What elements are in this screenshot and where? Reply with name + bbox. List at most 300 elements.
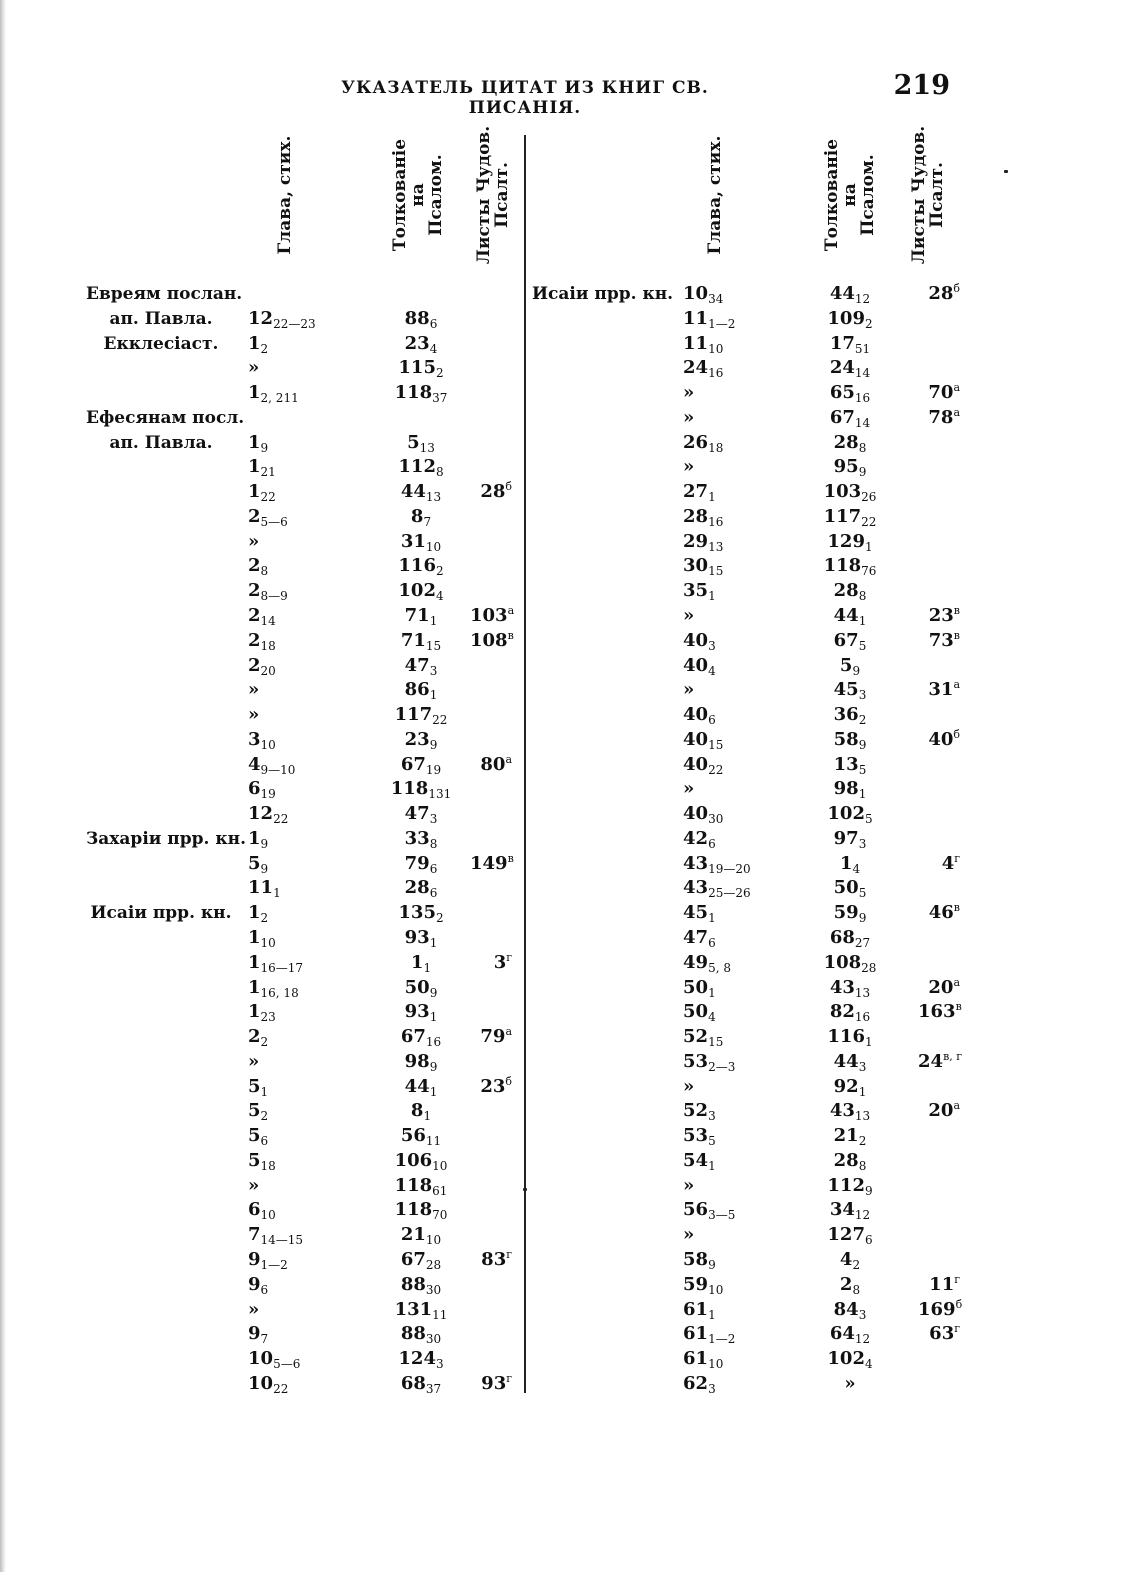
verse: 6 <box>708 836 716 851</box>
chapter: 2 <box>248 654 261 676</box>
psalm-number: 71 <box>404 605 430 626</box>
verse: 6 <box>260 1134 269 1149</box>
sheet-number: 24 <box>918 1050 944 1072</box>
psalm-number: 59 <box>833 902 859 924</box>
chapter: 1 <box>248 1001 261 1023</box>
psalm-number: 5 <box>407 431 420 453</box>
verse: 4 <box>708 663 716 678</box>
verse: 19—20 <box>708 861 751 876</box>
chapter: » <box>248 1298 260 1320</box>
psalm-commentary-ref <box>386 1001 456 1023</box>
chapter: 9 <box>248 1249 261 1271</box>
psalm-commentary-ref <box>386 828 456 850</box>
sheet-letter: а <box>953 405 960 419</box>
psalm-verse: 1 <box>429 1084 438 1099</box>
chapter: » <box>683 605 695 626</box>
chapter-verse <box>248 1076 268 1098</box>
chapter-verse <box>248 1001 276 1023</box>
verse: 18 <box>708 440 724 455</box>
sheet-number: 83 <box>481 1249 507 1271</box>
chapter: 40 <box>683 654 709 676</box>
chapter: 53 <box>683 1050 709 1072</box>
chapter: 1 <box>248 431 261 453</box>
chapter-verse <box>683 555 723 577</box>
psalm-verse: 8 <box>435 465 444 480</box>
chapter-verse <box>683 1051 735 1073</box>
psalm-verse: 9 <box>429 1059 438 1074</box>
chapter-verse <box>248 506 288 528</box>
chapter-verse <box>683 1001 716 1023</box>
psalm-number: 102 <box>398 580 436 602</box>
sheet-letter: а <box>505 752 512 766</box>
psalm-number: 82 <box>829 1001 855 1023</box>
chapter-verse <box>248 1175 259 1197</box>
chapter: 1 <box>248 481 261 503</box>
verse: 1 <box>708 589 716 604</box>
scan-speck <box>1004 170 1008 173</box>
psalm-verse: 6 <box>864 1233 873 1248</box>
verse: 1 <box>708 911 716 926</box>
chapter-verse <box>683 1150 716 1172</box>
sheet-number: 40 <box>928 728 954 750</box>
psalm-commentary-ref <box>815 407 885 429</box>
chapter: 40 <box>683 803 709 825</box>
chapter-verse <box>683 1199 735 1221</box>
psalm-commentary-ref <box>815 580 885 602</box>
psalm-verse: 1 <box>423 1109 432 1124</box>
psalm-commentary-ref <box>386 877 456 899</box>
psalm-verse: 7 <box>423 514 432 529</box>
psalm-number: 23 <box>404 728 430 750</box>
chapter-verse <box>248 1051 259 1073</box>
chapter: 54 <box>683 1149 709 1171</box>
verse: 1—2 <box>260 1258 288 1273</box>
psalm-number: 93 <box>404 927 430 949</box>
psalm-verse: 30 <box>425 1282 442 1297</box>
sheet-letter: б <box>955 1297 963 1311</box>
column-header-line: Толкованіе <box>390 138 410 252</box>
psalm-verse: 16 <box>854 391 871 406</box>
chapter: 4 <box>248 753 261 775</box>
verse: 16 <box>708 514 724 529</box>
chapter: » <box>683 406 695 428</box>
verse: 1 <box>708 1307 716 1322</box>
verse: 1 <box>260 1084 269 1099</box>
chapter: 50 <box>683 1001 709 1023</box>
chapter-verse <box>683 778 694 800</box>
psalm-number: 4 <box>839 1249 853 1271</box>
miracle-sheet-ref <box>918 1049 963 1073</box>
chapter-verse <box>683 1100 716 1122</box>
chapter-verse <box>248 432 268 454</box>
psalm-commentary-ref <box>386 1175 456 1197</box>
column-divider <box>524 135 526 1393</box>
chapter-verse <box>248 853 268 875</box>
chapter: 61 <box>683 1298 709 1320</box>
psalm-verse: 1 <box>429 614 438 628</box>
chapter-verse <box>683 803 723 825</box>
psalm-verse: 1 <box>864 539 873 554</box>
verse: 15 <box>708 564 724 579</box>
psalm-number: 36 <box>833 704 859 726</box>
verse: 16 <box>708 366 724 381</box>
miracle-sheet-ref <box>918 1323 960 1345</box>
sheet-letter: а <box>953 975 960 989</box>
psalm-verse: 12 <box>854 1208 871 1223</box>
psalm-commentary-ref <box>815 333 885 355</box>
chapter-verse <box>683 977 716 999</box>
psalm-verse: 12 <box>854 292 871 306</box>
psalm-verse: 6 <box>429 886 438 901</box>
verse: 9 <box>260 836 269 851</box>
column-header-line: Листы Чудов. <box>474 125 494 265</box>
psalm-verse: 1 <box>429 936 438 951</box>
column-header-chapter <box>706 136 724 255</box>
psalm-verse: 10 <box>432 1158 448 1173</box>
psalm-commentary-ref <box>815 1051 885 1073</box>
psalm-commentary-ref <box>386 456 456 478</box>
sheet-letter: в <box>953 628 960 642</box>
sheet-number: 4 <box>941 852 955 874</box>
chapter-verse <box>683 704 716 726</box>
psalm-number: 44 <box>833 605 859 626</box>
chapter-verse <box>683 729 723 751</box>
psalm-commentary-ref <box>815 977 885 999</box>
chapter: 1 <box>248 951 261 973</box>
chapter: 43 <box>683 852 709 874</box>
verse: 10 <box>260 1208 276 1223</box>
verse: 1—2 <box>708 1332 736 1347</box>
psalm-verse: 8 <box>429 836 438 851</box>
psalm-number: 117 <box>394 704 433 726</box>
chapter: 28 <box>683 505 709 527</box>
chapter: 5 <box>248 1075 261 1097</box>
psalm-number: 28 <box>833 580 859 602</box>
psalm-commentary-ref <box>815 506 885 528</box>
sheet-letter: а <box>953 1099 960 1113</box>
psalm-number: 1 <box>410 951 424 973</box>
chapter-verse <box>683 407 694 429</box>
psalm-verse: 13 <box>425 490 442 505</box>
column-header-line: Псалом. <box>426 154 446 236</box>
psalm-commentary-ref <box>815 1348 885 1370</box>
psalm-commentary-ref <box>386 630 456 652</box>
verse: 5, 8 <box>708 960 731 975</box>
miracle-sheet-ref <box>918 902 960 924</box>
psalm-commentary-ref <box>386 1348 456 1370</box>
psalm-verse: 9 <box>858 465 867 480</box>
chapter: 52 <box>683 1026 709 1048</box>
chapter: 5 <box>248 1125 261 1147</box>
chapter-verse <box>248 952 303 974</box>
psalm-commentary-ref <box>386 555 456 577</box>
sheet-number: 20 <box>928 976 954 998</box>
verse: 6 <box>708 936 716 951</box>
chapter: 2 <box>248 580 261 602</box>
psalm-commentary-ref <box>386 333 456 355</box>
verse: 23 <box>260 1010 276 1025</box>
psalm-number: 23 <box>404 332 430 354</box>
sheet-letter: б <box>953 282 960 295</box>
chapter-verse <box>248 1274 268 1296</box>
chapter-verse <box>683 1026 723 1048</box>
chapter-verse <box>683 506 723 528</box>
miracle-sheet-ref <box>918 605 960 627</box>
chapter-verse <box>683 630 716 652</box>
verse: 10 <box>708 341 724 356</box>
psalm-verse: 16 <box>425 1035 442 1050</box>
psalm-verse: 12 <box>854 1332 871 1347</box>
sheet-number: 20 <box>928 1100 954 1122</box>
miracle-sheet-ref <box>470 1373 512 1395</box>
chapter: 50 <box>683 976 709 998</box>
miracle-sheet-ref <box>470 604 515 627</box>
book-name: Екклесіаст. <box>103 333 219 354</box>
column-header-line: Глава, стих. <box>275 135 295 255</box>
miracle-sheet-ref <box>470 481 512 503</box>
verse: 1—2 <box>708 316 736 331</box>
psalm-number: 103 <box>823 481 862 503</box>
chapter-verse <box>248 605 276 627</box>
psalm-commentary-ref <box>815 655 885 677</box>
psalm-verse: 9 <box>852 663 861 678</box>
chapter-verse <box>683 1323 735 1345</box>
chapter-verse <box>248 1125 268 1147</box>
psalm-number: 86 <box>404 679 430 701</box>
chapter-verse <box>248 531 259 553</box>
verse: 9 <box>260 861 269 876</box>
psalm-verse: 16 <box>854 1010 871 1025</box>
psalm-number: 43 <box>829 1100 855 1122</box>
psalm-verse: 30 <box>425 1332 442 1347</box>
verse: 11 <box>283 391 299 406</box>
chapter: 1 <box>248 332 261 354</box>
chapter: 45 <box>683 902 709 924</box>
sheet-number: 23 <box>480 1075 506 1097</box>
psalm-commentary-ref <box>386 679 456 701</box>
psalm-number: 58 <box>833 728 859 750</box>
sheet-letter: г <box>954 1272 960 1286</box>
column-header-line: Листы Чудов. <box>909 125 929 265</box>
psalm-commentary-ref <box>386 531 456 553</box>
verse: 10 <box>260 737 276 752</box>
chapter: 42 <box>683 827 709 849</box>
sheet-number: 63 <box>929 1323 955 1345</box>
psalm-number: 92 <box>833 1075 859 1097</box>
miracle-sheet-ref <box>918 977 960 999</box>
psalm-number: 17 <box>829 332 855 354</box>
scan-edge <box>0 0 6 1572</box>
psalm-verse: 3 <box>858 836 867 851</box>
psalm-verse: 27 <box>854 936 871 951</box>
psalm-commentary-ref <box>815 1249 885 1271</box>
psalm-number: 84 <box>833 1298 859 1320</box>
sheet-letter: б <box>953 727 960 741</box>
verse: 14—15 <box>260 1233 304 1248</box>
psalm-verse: 3 <box>429 663 438 678</box>
chapter: 59 <box>683 1273 709 1295</box>
sheet-letter: в <box>955 1000 962 1014</box>
psalm-number: 116 <box>398 555 436 577</box>
sheet-letter: в <box>953 604 960 617</box>
miracle-sheet-ref <box>470 630 512 652</box>
chapter-verse <box>248 828 268 850</box>
psalm-number: 67 <box>400 1249 426 1271</box>
psalm-commentary-ref <box>386 1199 456 1221</box>
chapter: 6 <box>248 778 261 800</box>
verse: 3—5 <box>708 1208 736 1223</box>
chapter: » <box>248 1174 260 1196</box>
psalm-number: 28 <box>833 431 859 453</box>
chapter: 62 <box>683 1372 709 1394</box>
psalm-verse: 1 <box>423 960 432 975</box>
chapter: 1 <box>248 927 261 949</box>
verse: 6 <box>708 713 716 728</box>
psalm-number: 67 <box>829 406 855 428</box>
psalm-commentary-ref <box>815 1150 885 1172</box>
book-name: Исаіи прр. кн. <box>532 284 674 304</box>
verse: 2, 2 <box>260 391 284 406</box>
psalm-commentary-ref <box>815 432 885 454</box>
psalm-commentary-ref <box>386 432 456 454</box>
psalm-commentary-ref <box>815 1323 885 1345</box>
psalm-verse: 2 <box>858 713 867 728</box>
chapter-verse <box>683 605 694 627</box>
psalm-number: 79 <box>404 852 430 874</box>
psalm-commentary-ref <box>815 308 885 330</box>
verse: 2 <box>260 1109 269 1124</box>
chapter: 26 <box>683 431 709 453</box>
chapter: 40 <box>683 753 709 775</box>
psalm-commentary-ref <box>815 283 885 305</box>
psalm-commentary-ref <box>815 1224 885 1246</box>
chapter-verse <box>248 902 268 924</box>
chapter: 10 <box>248 1348 274 1370</box>
psalm-commentary-ref <box>386 952 456 974</box>
sheet-letter: г <box>954 1322 960 1336</box>
chapter-verse <box>683 1125 716 1147</box>
psalm-number: 28 <box>833 1149 859 1171</box>
chapter-verse <box>248 580 288 602</box>
sheet-number: 46 <box>928 902 954 924</box>
verse: 19 <box>260 787 276 802</box>
chapter: 1 <box>248 382 261 404</box>
book-name: ап. Павла. <box>109 432 213 453</box>
sheet-number: 70 <box>928 382 954 404</box>
psalm-number: 1 <box>839 852 853 874</box>
psalm-commentary-ref <box>386 481 456 503</box>
sheet-letter: б <box>505 480 512 494</box>
psalm-commentary-ref <box>386 1100 456 1122</box>
psalm-number: 106 <box>394 1149 433 1171</box>
psalm-number: 8 <box>410 1100 424 1122</box>
psalm-commentary-ref <box>386 704 456 726</box>
book-name: Исаіи прр. кн. <box>90 903 232 924</box>
psalm-commentary-ref <box>815 778 885 800</box>
sheet-number: 93 <box>481 1372 507 1394</box>
chapter: » <box>683 778 695 800</box>
chapter-verse <box>683 1175 694 1197</box>
chapter-verse <box>248 333 268 355</box>
miracle-sheet-ref <box>918 407 960 429</box>
psalm-number: 112 <box>827 1174 865 1196</box>
column-header-chapter <box>276 136 294 255</box>
psalm-verse: 3 <box>858 1307 867 1322</box>
verse: 22 <box>260 490 276 505</box>
chapter: 10 <box>248 1372 274 1394</box>
sheet-number: 73 <box>928 629 954 651</box>
psalm-commentary-ref <box>386 729 456 751</box>
column-header-miracles <box>910 126 946 264</box>
psalm-verse: 11 <box>432 1307 448 1322</box>
psalm-verse: 10 <box>425 1233 442 1248</box>
psalm-commentary-ref <box>815 1125 885 1147</box>
psalm-number: 44 <box>829 283 855 304</box>
psalm-verse: 13 <box>419 440 435 455</box>
chapter-verse <box>683 1299 716 1321</box>
book-name: ап. Павла. <box>109 308 213 329</box>
chapter-verse <box>683 853 751 875</box>
sheet-letter: а <box>507 604 515 617</box>
sheet-number: 23 <box>928 605 954 626</box>
psalm-commentary-ref <box>815 679 885 701</box>
psalm-number: 135 <box>398 902 436 924</box>
psalm-verse: 9 <box>429 737 438 752</box>
psalm-verse: 10 <box>425 539 442 554</box>
psalm-verse: 8 <box>858 440 867 455</box>
psalm-commentary-ref <box>386 506 456 528</box>
psalm-commentary-ref <box>815 902 885 924</box>
chapter: » <box>248 357 260 379</box>
psalm-commentary-ref <box>815 357 885 379</box>
page-title: УКАЗАТЕЛЬ ЦИТАТ ИЗ КНИГ СВ. ПИСАНІЯ. <box>341 78 709 118</box>
psalm-verse: 6 <box>429 861 438 876</box>
verse: 3 <box>708 638 716 653</box>
psalm-verse: 4 <box>429 341 438 356</box>
verse: 22—23 <box>273 316 316 331</box>
psalm-verse: 22 <box>861 514 877 529</box>
verse: 1 <box>708 490 716 505</box>
chapter-verse <box>683 877 751 899</box>
chapter: 2 <box>248 1026 261 1048</box>
chapter: » <box>683 679 695 701</box>
chapter-verse <box>248 877 281 899</box>
chapter-verse <box>248 977 299 999</box>
psalm-verse: 14 <box>854 366 871 381</box>
psalm-commentary-ref <box>386 1076 456 1098</box>
psalm-verse: 4 <box>435 589 444 604</box>
psalm-verse: 28 <box>861 960 877 975</box>
psalm-verse: 26 <box>861 490 877 505</box>
psalm-number: 21 <box>833 1125 859 1147</box>
psalm-number: 67 <box>833 629 859 651</box>
psalm-verse: 51 <box>854 341 871 356</box>
psalm-number: 65 <box>829 382 855 404</box>
chapter: 61 <box>683 1323 709 1345</box>
chapter: 7 <box>248 1224 261 1246</box>
chapter-verse <box>248 1323 268 1345</box>
column-header-line: Толкованіе <box>822 138 842 252</box>
chapter: » <box>248 679 260 701</box>
psalm-commentary-ref <box>386 1026 456 1048</box>
sheet-letter: в <box>507 851 514 865</box>
scan-speck <box>523 1188 527 1191</box>
chapter-verse <box>248 308 316 330</box>
psalm-number: 118 <box>390 778 429 800</box>
psalm-verse: 28 <box>425 1258 442 1273</box>
psalm-number: 47 <box>404 654 430 676</box>
miracle-sheet-ref <box>918 1100 960 1122</box>
